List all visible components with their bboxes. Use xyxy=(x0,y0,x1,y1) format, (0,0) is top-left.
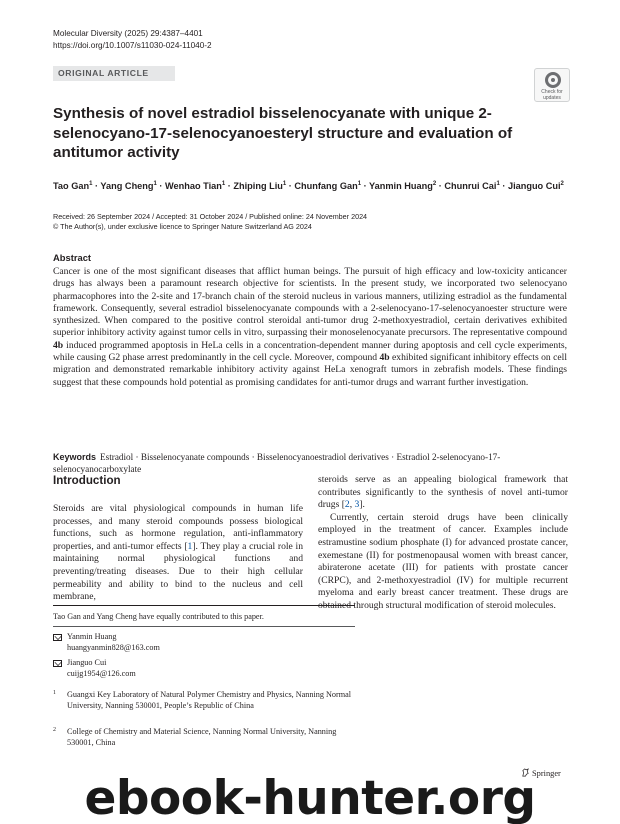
affiliation-text: Guangxi Key Laboratory of Natural Polymer Chemistry and Physics, Nanning Normal University, Nanning 530001, People’s Republic of China xyxy=(67,690,352,710)
envelope-icon xyxy=(53,660,62,667)
equal-contribution-note: Tao Gan and Yang Cheng have equally contributed to this paper. xyxy=(53,612,264,621)
author-affiliation: 2 xyxy=(432,180,437,187)
author-name[interactable]: Chunrui Cai xyxy=(444,181,497,191)
intro-segment: ]. xyxy=(359,499,365,511)
journal-info xyxy=(53,28,212,52)
corresponding-author xyxy=(53,658,353,679)
introduction-heading: Introduction xyxy=(53,474,121,487)
citation-link[interactable]: 1 xyxy=(187,540,193,552)
check-updates-label: Check for updates xyxy=(541,89,563,101)
author-affiliation: 1 xyxy=(496,180,500,187)
intro-segment: ]. They play a crucial role in maintaining normal physiological functions and preventing/treating diseases. Due to their high cellular permeability and ability to bind to the nucleus and cell membrane, xyxy=(53,540,303,603)
journal-citation: Molecular Diversity (2025) 29:4387–4401 xyxy=(53,29,203,38)
keywords-text: Estradiol · Bisselenocyanate compounds · Bisselenocyanoestradiol derivatives · Estradiol 2-selenocyano-17-selenocyanocarboxylate xyxy=(53,452,501,474)
author-name[interactable]: Zhiping Liu xyxy=(233,181,283,191)
author-affiliation: 1 xyxy=(153,180,157,187)
introduction-left-column xyxy=(53,503,303,604)
citation-link[interactable]: 2 xyxy=(344,499,350,511)
publication-dates xyxy=(53,212,367,232)
history-dates: Received: 26 September 2024 / Accepted: 31 October 2024 / Published online: 24 November 2024 xyxy=(53,212,368,221)
footnote-divider xyxy=(53,605,355,606)
author-name[interactable]: Jianguo Cui xyxy=(507,181,561,191)
author-name[interactable]: Tao Gan xyxy=(53,181,90,191)
introduction-right-column xyxy=(318,474,568,613)
intro-segment: steroids serve as an appealing biological framework that contributes significantly to the synthesis of novel anti-tumor drugs [ xyxy=(318,474,568,511)
doi-link[interactable]: https://doi.org/10.1007/s11030-024-11040-2 xyxy=(53,41,212,50)
author-affiliation: 1 xyxy=(89,180,93,187)
article-title: Synthesis of novel estradiol bisselenocyanate with unique 2-selenocyano-17-selenocyanoesteryl structure and evaluation of antitumor activity xyxy=(53,105,513,161)
affiliation xyxy=(53,727,353,748)
copyright-line: © The Author(s), under exclusive licence to Springer Nature Switzerland AG 2024 xyxy=(53,222,312,231)
author-name[interactable]: Yang Cheng xyxy=(100,181,154,191)
corresponding-author xyxy=(53,632,353,653)
watermark: ebook-hunter.org xyxy=(84,771,536,824)
affiliation-text: College of Chemistry and Material Science, Nanning Normal University, Nanning 530001, China xyxy=(67,727,337,747)
check-for-updates-button[interactable] xyxy=(534,68,570,102)
contact-email[interactable]: huangyanmin828@163.com xyxy=(67,642,160,652)
abstract-heading: Abstract xyxy=(53,252,92,263)
intro-paragraph: Currently, certain steroid drugs have been clinically employed in the treatment of cancer. Examples include estramustine sodium phosphate (I) for advanced prostate cancer, exemestane (II) for postmenopausal women with breast cancer, abiraterone acetate (III) for patients with prostate cancer (CRPC), and 2-methoxyestradiol (IV) for multiple recurrent myeloma and early breast cancer treatment. These drugs are obtained through structural modification of steroid molecules. xyxy=(318,511,568,611)
intro-segment: Steroids are vital physiological compounds in human life processes, and many steroid compounds possess biological functions, such as hormone regulation, anti-inflammatory properties, and anti-tumor effects [ xyxy=(53,503,303,552)
citation-link[interactable]: 3 xyxy=(354,499,360,511)
publisher-name: Springer xyxy=(532,769,561,778)
keywords xyxy=(53,451,563,475)
article-type-banner: ORIGINAL ARTICLE xyxy=(53,66,175,81)
abstract-segment: induced programmed apoptosis in HeLa cells in a concentration-dependent manner during apoptosis and cell cycle experiments, while causing G2 phase arrest predominantly in the cell cycle. Moreover, compound xyxy=(53,339,567,364)
compound-label: 4b xyxy=(379,352,390,364)
author-affiliation: 1 xyxy=(221,180,226,187)
keywords-label: Keywords xyxy=(53,452,97,462)
footnote-divider xyxy=(53,626,355,627)
affiliation-number: 1 xyxy=(53,690,56,696)
abstract-text xyxy=(53,266,567,389)
citation-separator: , xyxy=(349,499,355,511)
compound-label: 4b xyxy=(53,339,64,351)
contact-name: Yanmin Huang xyxy=(67,632,117,641)
check-updates-icon xyxy=(545,72,561,88)
author-name[interactable]: Wenhao Tian xyxy=(165,181,222,191)
author-affiliation: 1 xyxy=(357,180,362,187)
author-affiliation: 1 xyxy=(282,180,287,187)
author-name[interactable]: Chunfang Gan xyxy=(294,181,358,191)
affiliation xyxy=(53,690,353,711)
envelope-icon xyxy=(53,634,62,641)
author-name[interactable]: Yanmin Huang xyxy=(369,181,433,191)
author-affiliation: 2 xyxy=(560,180,564,187)
contact-email[interactable]: cuijg1954@126.com xyxy=(67,668,136,678)
abstract-segment: exhibited significant inhibitory effects on cell migration and demonstrated remarkable inhibitory activity against HeLa xenograft tumors in zebrafish models. These findings suggest that these compounds hold potential as promising candidates for anti-tumor drugs and warrant further investigation. xyxy=(53,352,567,388)
author-list: Tao Gan$^1$ · Yang Cheng$^1$ · Wenhao Tian$^1$ · Zhiping Liu$^1$ · Chunfang Gan$^1$ · Yanmin Huang$^2$ · Chunrui Cai$^1$ · Jianguo Cui$^2$ xyxy=(53,180,564,191)
contact-name: Jianguo Cui xyxy=(67,658,107,667)
abstract-segment: Cancer is one of the most significant diseases that afflict human beings. The pursuit of high efficacy and low-toxicity anticancer drugs has always been a paramount research objective for scientists. In the present study, we incorporated two selenocyano pharmacophores into the 2-site and 17-branch chain of the steroid nucleus in various manners, utilizing estradiol as the fundamental framework. Consequently, several estradiol bisselenocyanate compounds with a 2-selenocyano-17-selenocyanoester structure were synthesized. When compared to the positive control steroidal anti-tumor drug 2-methoxyestradiol, certain derivatives exhibited superior inhibitory activity against tumor cells in vitro, surpassing their monoselenocyanate precursors. The representative compound xyxy=(53,266,567,339)
affiliation-number: 2 xyxy=(53,727,56,733)
intro-paragraph xyxy=(318,474,568,512)
